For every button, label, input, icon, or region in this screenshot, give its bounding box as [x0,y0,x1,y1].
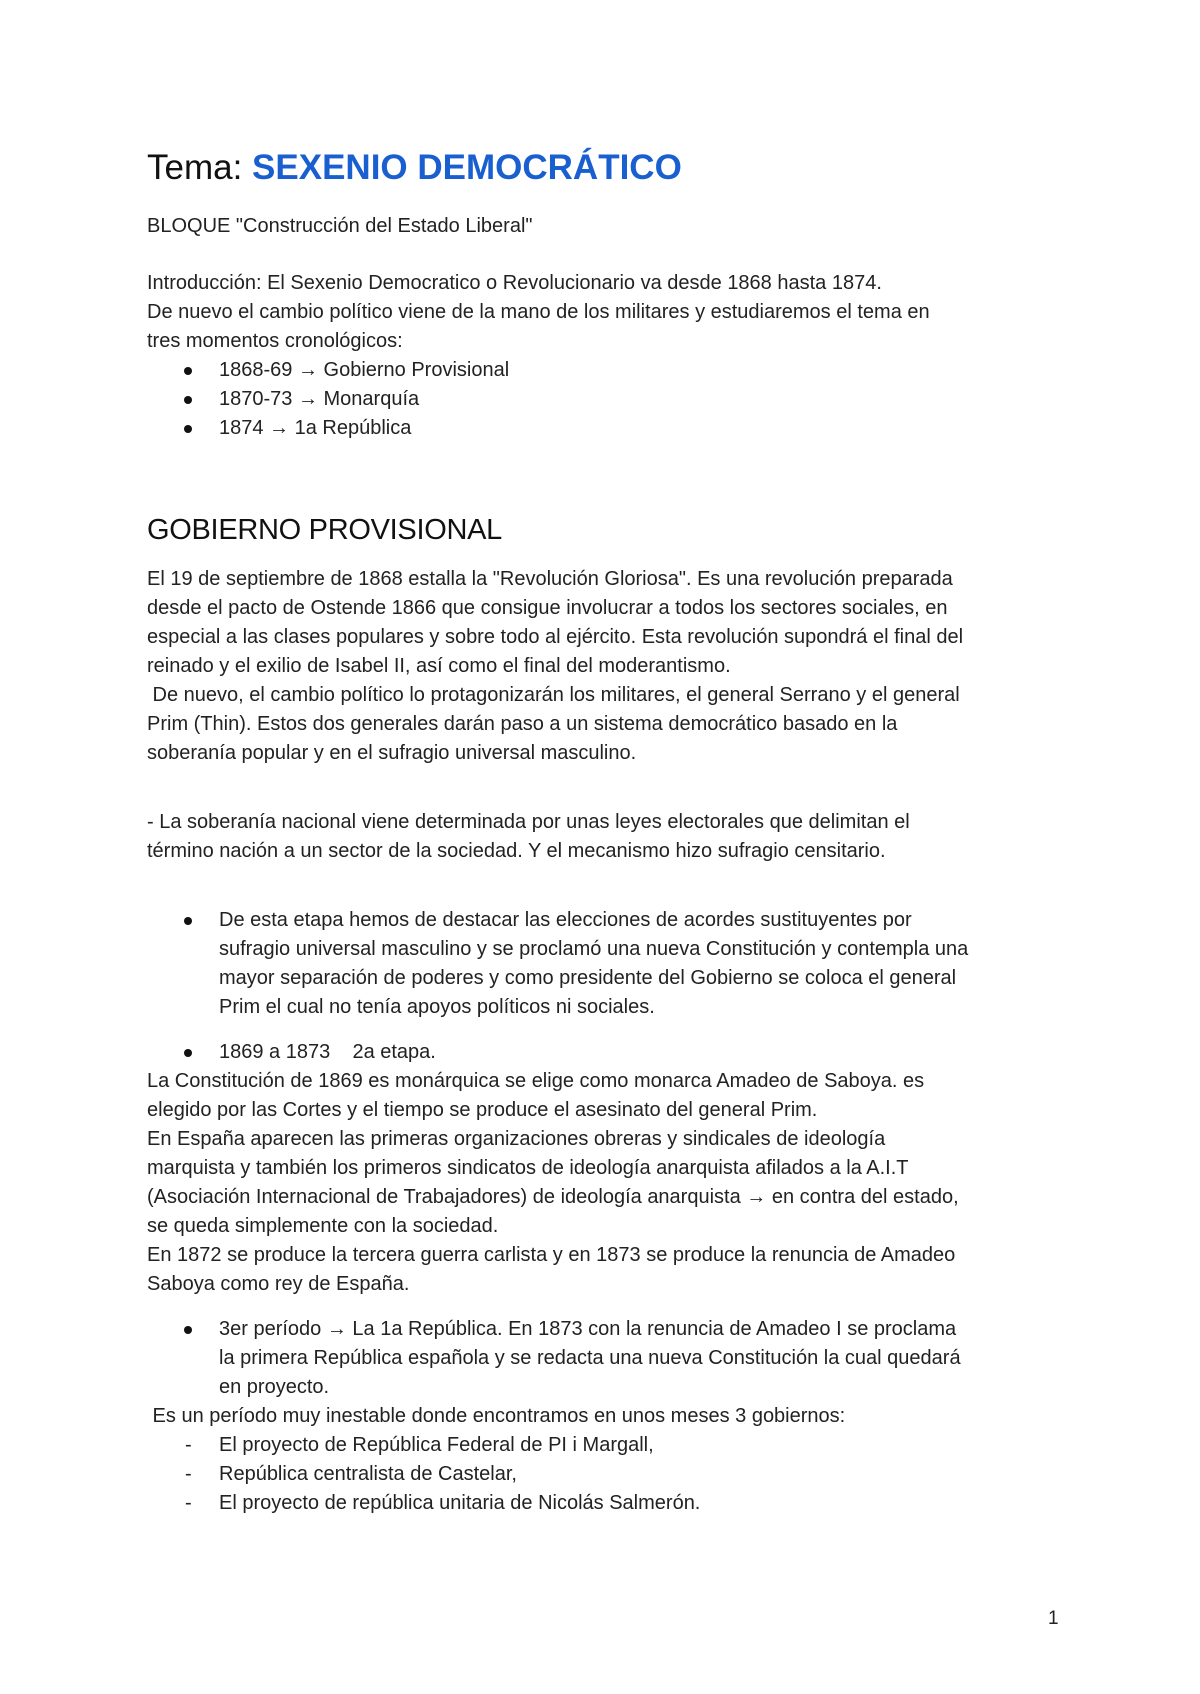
bullet-line: sufragio universal masculino y se proclamó una nueva Constitución y contempla una [219,938,969,960]
intro-line: Introducción: El Sexenio Democratico o Revolucionario va desde 1868 hasta 1874. [147,272,882,294]
government-text: República centralista de Castelar, [219,1463,517,1485]
spacer [147,241,1067,269]
dash-marker: - [185,1434,192,1456]
paragraph-line: Saboya como rey de España. [147,1273,410,1295]
paragraph-line: soberanía popular y en el sufragio universal masculino. [147,742,637,764]
bullet-line: De esta etapa hemos de destacar las elecciones de acordes sustituyentes por [219,909,912,931]
section-paragraph-2 [147,808,1067,866]
dash-marker: - [185,1463,192,1485]
bullet-line: en proyecto. [219,1376,330,1398]
spacer [147,1299,1067,1315]
paragraph-line: término nación a un sector de la sociedad. Y el mecanismo hizo sufragio censitario. [147,840,886,862]
page-title [147,148,1067,188]
section-heading: GOBIERNO PROVISIONAL [147,514,502,546]
intro-line: tres momentos cronológicos: [147,330,403,352]
list-item [147,1038,1067,1067]
bullet-icon [184,917,192,925]
document-body [147,148,1067,1518]
paragraph-line: En España aparecen las primeras organizaciones obreras y sindicales de ideología [147,1128,886,1150]
paragraph-line: reinado y el exilio de Isabel II, así como el final del moderantismo. [147,655,731,677]
bullet-line: 1869 a 1873 2a etapa. [219,1041,436,1063]
bullet-icon [184,1049,192,1057]
stage-bullet-2 [147,1038,1067,1067]
spacer [147,796,1067,808]
paragraph-line: De nuevo, el cambio político lo protagonizarán los militares, el general Serrano y el general [147,684,960,706]
spacer [147,443,1067,493]
period-text: 1870-73 → Monarquía [219,388,420,410]
governments-list [147,1431,1067,1518]
periods-list [147,356,1067,443]
paragraph-line: La Constitución de 1869 es monárquica se elige como monarca Amadeo de Saboya. es [147,1070,925,1092]
paragraph-line: (Asociación Internacional de Trabajadores) de ideología anarquista → en contra del estado, [147,1186,959,1208]
period-text: 1874 → 1a República [219,417,412,439]
list-item [147,385,1067,414]
dash-marker: - [185,1492,192,1514]
bullet-icon [184,396,192,404]
bullet-icon [184,1326,192,1334]
section-paragraph-1 [147,565,1067,768]
stage-bullet-1 [147,906,1067,1022]
paragraph-line: se queda simplemente con la sociedad. [147,1215,499,1237]
list-item [147,1431,1067,1460]
period-text: 1868-69 → Gobierno Provisional [219,359,510,381]
bullet-icon [184,425,192,433]
intro-paragraph [147,269,1067,356]
paragraph-line: En 1872 se produce la tercera guerra carlista y en 1873 se produce la renuncia de Amadeo [147,1244,956,1266]
paragraph-line: El 19 de septiembre de 1868 estalla la "Revolución Gloriosa". Es una revolución preparada [147,568,953,590]
paragraph-line: elegido por las Cortes y el tiempo se produce el asesinato del general Prim. [147,1099,818,1121]
title-prefix: Tema: [147,148,253,187]
paragraph-line: - La soberanía nacional viene determinada por unas leyes electorales que delimitan el [147,811,910,833]
spacer [147,1022,1067,1038]
bullet-line: la primera República española y se redacta una nueva Constitución la cual quedará [219,1347,961,1369]
list-item [147,1489,1067,1518]
block-label: BLOQUE "Construcción del Estado Liberal" [147,215,533,237]
list-item [147,356,1067,385]
stage-bullet-3 [147,1315,1067,1402]
government-text: El proyecto de república unitaria de Nicolás Salmerón. [219,1492,701,1514]
section-paragraph-3 [147,1067,1067,1299]
paragraph-line: especial a las clases populares y sobre todo al ejército. Esta revolución supondrá el final del [147,626,964,648]
bullet-icon [184,367,192,375]
list-item [147,414,1067,443]
intro-line: De nuevo el cambio político viene de la mano de los militares y estudiaremos el tema en [147,301,930,323]
spacer [147,894,1067,906]
spacer [147,866,1067,894]
title-highlight: SEXENIO DEMOCRÁTICO [252,148,682,187]
government-text: El proyecto de República Federal de PI i Margall, [219,1434,654,1456]
list-item [147,1315,1067,1402]
page-number: 1 [1048,1608,1059,1629]
spacer [147,768,1067,796]
list-item [147,1460,1067,1489]
paragraph-line: marquista y también los primeros sindicatos de ideología anarquista afilados a la A.I.T [147,1157,909,1179]
bullet-line: Prim el cual no tenía apoyos políticos ni sociales. [219,996,655,1018]
paragraph-line: Es un período muy inestable donde encontramos en unos meses 3 gobiernos: [147,1405,846,1427]
bullet-line: 3er período → La 1a República. En 1873 con la renuncia de Amadeo I se proclama [219,1318,957,1340]
list-item [147,906,1067,1022]
bullet-line: mayor separación de poderes y como presidente del Gobierno se coloca el general [219,967,957,989]
paragraph-line: Prim (Thin). Estos dos generales darán paso a un sistema democrático basado en la [147,713,898,735]
paragraph-line: desde el pacto de Ostende 1866 que consigue involucrar a todos los sectores sociales, en [147,597,948,619]
spacer [147,493,1067,513]
